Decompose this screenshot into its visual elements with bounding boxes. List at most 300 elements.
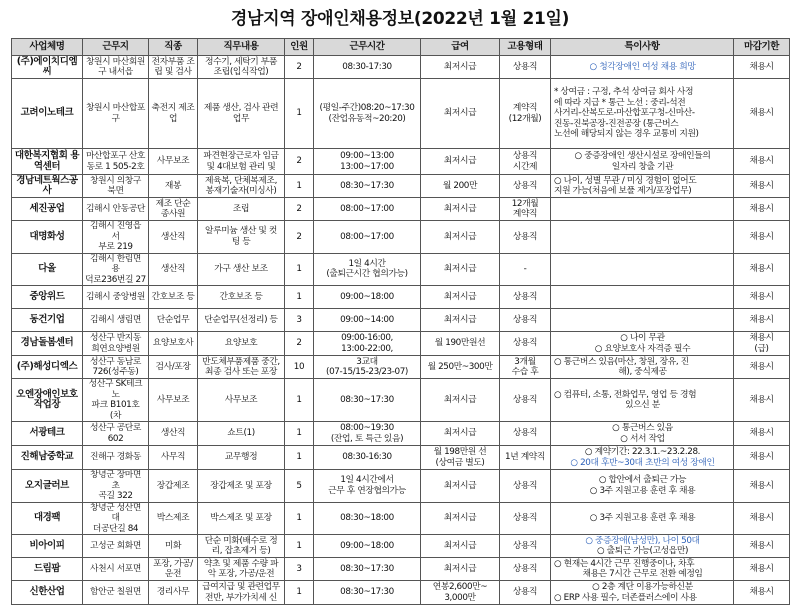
cell-job bbox=[149, 253, 198, 286]
job-table bbox=[11, 38, 790, 605]
place-line: 동로 1 505-2호 bbox=[86, 161, 145, 172]
cell-notes bbox=[551, 253, 734, 286]
cell-notes bbox=[551, 356, 734, 379]
pay-line: 최저시급 bbox=[443, 563, 477, 574]
duty-line: 제육복, 단체복제조, bbox=[205, 175, 277, 186]
cell-notes bbox=[551, 309, 734, 332]
cell-company-name: 경남네트웍스공사 bbox=[12, 175, 83, 198]
type-line: 1년 계약직 bbox=[505, 452, 545, 463]
duty-line: 팅 등 bbox=[231, 236, 251, 247]
duty-line: 파견현장근로자 임금 bbox=[203, 151, 279, 161]
job-line: 업 bbox=[168, 113, 178, 124]
duty-line: 가구 생산 보조 bbox=[214, 264, 268, 274]
place-line: 창원시 마산회원 bbox=[85, 56, 146, 67]
cell-place bbox=[83, 535, 149, 558]
cell-count: 2 bbox=[285, 198, 314, 221]
cell-hours bbox=[314, 175, 421, 198]
pay-line: 최저시급 bbox=[443, 540, 477, 551]
cell-type bbox=[500, 286, 551, 309]
cell-count: 1 bbox=[285, 175, 314, 198]
col-header: 마감기한 bbox=[734, 39, 790, 56]
place-line: 602 bbox=[107, 433, 124, 444]
cell-type bbox=[500, 221, 551, 254]
cell-place bbox=[83, 502, 149, 535]
note-line: 채용은 7시간 근무로 전환 예정임 bbox=[582, 569, 703, 579]
type-line: 상용직 bbox=[512, 513, 538, 523]
cell-hours bbox=[314, 446, 421, 470]
cell-deadline bbox=[734, 422, 790, 446]
place-line: 김해시 한림면 용 bbox=[90, 253, 141, 274]
cell-duty bbox=[198, 535, 285, 558]
duty-line: 요양보호 bbox=[224, 338, 258, 349]
deadline-line: 채용시 bbox=[749, 180, 774, 191]
job-line: 전자부품 조 bbox=[151, 56, 195, 67]
deadline-line: 채용시 bbox=[749, 480, 774, 491]
table-row bbox=[12, 221, 790, 254]
cell-job bbox=[149, 221, 198, 254]
cell-job bbox=[149, 535, 198, 558]
cell-type bbox=[500, 332, 551, 356]
place-line: 김해시 생림면 bbox=[90, 314, 141, 325]
duty-line: 단순업무(선정리) 등 bbox=[204, 314, 278, 325]
type-line: 계약직 bbox=[512, 103, 538, 113]
job-line: 제조 단순 bbox=[155, 198, 191, 209]
cell-job bbox=[149, 470, 198, 503]
cell-pay bbox=[421, 379, 500, 422]
hours-line: (잔업, 토 특근 있음) bbox=[330, 433, 404, 444]
cell-hours bbox=[314, 286, 421, 309]
hours-line: 1일 4시간에서 bbox=[340, 475, 394, 486]
cell-deadline bbox=[734, 175, 790, 198]
place-line: 성산구 공단로 bbox=[90, 423, 141, 433]
cell-deadline bbox=[734, 198, 790, 221]
deadline-line: 채용시 bbox=[749, 587, 774, 598]
duty-line: 간호보조 등 bbox=[219, 291, 263, 302]
pay-line: 월 250만~300만 bbox=[427, 361, 493, 372]
cell-notes bbox=[551, 79, 734, 149]
note-line: 사거리-산복도로-마산합포구청-신마산- bbox=[554, 108, 695, 119]
col-header: 특이사항 bbox=[551, 39, 734, 56]
pay-line: 최저시급 bbox=[443, 314, 477, 325]
cell-pay bbox=[421, 581, 500, 605]
cell-hours bbox=[314, 502, 421, 535]
cell-pay bbox=[421, 221, 500, 254]
cell-deadline bbox=[734, 253, 790, 286]
cell-job bbox=[149, 502, 198, 535]
cell-notes bbox=[551, 332, 734, 356]
cell-pay bbox=[421, 535, 500, 558]
col-header: 직종 bbox=[149, 39, 198, 56]
cell-company-name: 대명화성 bbox=[12, 221, 83, 254]
cell-count: 1 bbox=[285, 535, 314, 558]
pay-line: 3,000만 bbox=[444, 592, 476, 603]
note-line: * 상여금 : 구정, 추석 상여금 회사 사정 bbox=[554, 87, 694, 98]
job-line: 종사원 bbox=[160, 209, 186, 219]
hours-line: 08:30~17:30 bbox=[340, 180, 394, 191]
cell-count: 5 bbox=[285, 470, 314, 503]
table-row bbox=[12, 502, 790, 535]
cell-job bbox=[149, 286, 198, 309]
cell-place bbox=[83, 422, 149, 446]
cell-company-name: 진해남중학교 bbox=[12, 446, 83, 470]
cell-duty bbox=[198, 558, 285, 581]
table-row bbox=[12, 581, 790, 605]
job-line: 간호보조 등 bbox=[151, 291, 195, 302]
table-body bbox=[12, 56, 790, 605]
type-line: 상용직 bbox=[512, 540, 538, 551]
cell-duty bbox=[198, 56, 285, 79]
cell-hours bbox=[314, 149, 421, 175]
cell-company-name: 동건기업 bbox=[12, 309, 83, 332]
cell-place bbox=[83, 356, 149, 379]
pay-line: 최저시급 bbox=[443, 394, 477, 405]
note-line: 에 따라 지급 * 통근 노선 : 중리-석전 bbox=[554, 97, 686, 108]
cell-duty bbox=[198, 79, 285, 149]
pay-line: 최저시급 bbox=[443, 264, 477, 274]
job-line: 경리사무 bbox=[156, 587, 190, 598]
cell-company-name: 대한복지협회 용역센터 bbox=[12, 149, 83, 175]
note-line: ○ 계약기간: 22.3.1.~23.2.28. bbox=[584, 447, 701, 457]
cell-deadline bbox=[734, 221, 790, 254]
type-line: 상용직 bbox=[512, 291, 538, 302]
col-header: 근무지 bbox=[83, 39, 149, 56]
cell-notes bbox=[551, 535, 734, 558]
deadline-line: 채용시 bbox=[749, 61, 774, 72]
place-line: 김해시 진영읍 서 bbox=[90, 221, 141, 242]
place-line: 구 내서읍 bbox=[98, 67, 133, 77]
cell-pay bbox=[421, 470, 500, 503]
note-line: ○ 나이, 성별 무관 / 미싱 경험이 없어도 bbox=[554, 175, 697, 186]
cell-duty bbox=[198, 286, 285, 309]
cell-job bbox=[149, 175, 198, 198]
cell-company-name: 비아이피 bbox=[12, 535, 83, 558]
type-line: 수습 후 bbox=[511, 367, 539, 377]
cell-duty bbox=[198, 356, 285, 379]
cell-place bbox=[83, 379, 149, 422]
cell-count: 3 bbox=[285, 309, 314, 332]
note-line: ○ 요양보호사 자격증 필수 bbox=[594, 343, 691, 354]
table-row bbox=[12, 470, 790, 503]
note-line: ○ 3주 지원고용 훈련 후 채용 bbox=[589, 485, 696, 496]
cell-count: 1 bbox=[285, 446, 314, 470]
duty-line: 업무 bbox=[232, 113, 250, 124]
duty-line: 급여지급 및 관련업무 bbox=[202, 582, 280, 592]
cell-duty bbox=[198, 149, 285, 175]
hours-line: 08:00~17:00 bbox=[340, 231, 394, 242]
cell-company-name: 세진공업 bbox=[12, 198, 83, 221]
cell-count: 1 bbox=[285, 79, 314, 149]
job-line: 포장, 가공/ bbox=[153, 558, 193, 569]
hours-line: 09:00~18:00 bbox=[340, 540, 394, 551]
cell-type bbox=[500, 502, 551, 535]
hours-line: 13:00~17:00 bbox=[340, 161, 394, 172]
job-line: 재봉 bbox=[164, 180, 182, 191]
type-line: 시간제 bbox=[512, 161, 538, 172]
cell-type bbox=[500, 79, 551, 149]
cell-place bbox=[83, 149, 149, 175]
cell-notes bbox=[551, 149, 734, 175]
cell-place bbox=[83, 79, 149, 149]
note-line: 일자리 창출 기관 bbox=[611, 161, 674, 172]
cell-job bbox=[149, 79, 198, 149]
pay-line: 최저시급 bbox=[443, 480, 477, 491]
hours-line: 08:30~18:00 bbox=[340, 513, 394, 523]
cell-count: 1 bbox=[285, 379, 314, 422]
type-line: 상용직 bbox=[512, 563, 538, 574]
place-line: 구 bbox=[111, 113, 120, 124]
cell-count: 1 bbox=[285, 422, 314, 446]
note-line: ○ 현재는 4시간 근무 진행중이나, 차후 bbox=[554, 558, 695, 569]
pay-line: 월 200만 bbox=[442, 180, 478, 191]
cell-type bbox=[500, 581, 551, 605]
cell-deadline bbox=[734, 379, 790, 422]
duty-line: 교무행정 bbox=[224, 452, 258, 463]
note-line: ○ 20대 후반~30대 초반의 여성 장애인 bbox=[570, 457, 715, 468]
note-line: 지원 가능(처음에 보풀 제거/포장업무) bbox=[554, 186, 692, 196]
pay-line: 연봉2,600만~ bbox=[432, 582, 488, 592]
cell-company-name: 중앙위드 bbox=[12, 286, 83, 309]
deadline-line: 채용시 bbox=[749, 394, 774, 405]
cell-notes bbox=[551, 198, 734, 221]
place-line: 곡길 322 bbox=[98, 491, 133, 501]
cell-pay bbox=[421, 149, 500, 175]
duty-line: 약초 및 제품 수량 파 bbox=[203, 558, 279, 569]
hours-line: 09:00~13:00 bbox=[340, 151, 394, 161]
cell-job bbox=[149, 356, 198, 379]
place-line: 덕로236번길 27 bbox=[85, 274, 146, 285]
type-line: - bbox=[523, 264, 527, 274]
deadline-line: 채용시 bbox=[749, 428, 774, 439]
hours-line: 09:00-16:00, bbox=[341, 333, 393, 343]
place-line: 파크 B101호 (차 bbox=[91, 400, 140, 421]
cell-place bbox=[83, 470, 149, 503]
cell-place bbox=[83, 198, 149, 221]
cell-duty bbox=[198, 253, 285, 286]
note-line: 해), 중식제공 bbox=[618, 367, 667, 377]
cell-hours bbox=[314, 332, 421, 356]
job-line: 생산직 bbox=[160, 231, 186, 242]
cell-notes bbox=[551, 221, 734, 254]
col-header: 직무내용 bbox=[198, 39, 285, 56]
note-line: ○ ERP 사용 필수, 더존플러스에이 사용 bbox=[554, 592, 697, 603]
cell-place bbox=[83, 175, 149, 198]
hours-line: 1일 4시간 bbox=[348, 258, 386, 269]
hours-line: (07-15/15-23/23-07) bbox=[326, 367, 408, 377]
place-line: 희연요양병원 bbox=[91, 343, 140, 354]
pay-line: 월 190만원선 bbox=[434, 338, 486, 349]
note-line: ○ 서서 작업 bbox=[620, 433, 665, 444]
deadline-line: 채용시 bbox=[749, 231, 774, 242]
note-line: ○ 2층 계단 이용가능하신분 bbox=[592, 582, 693, 592]
cell-pay bbox=[421, 422, 500, 446]
place-line: 더공단길 84 bbox=[92, 523, 139, 534]
deadline-line: 채용시 bbox=[749, 203, 774, 214]
table-row bbox=[12, 332, 790, 356]
note-line: ○ 출퇴근 가능(고성읍만) bbox=[596, 546, 688, 556]
note-line: 노선에 해당되지 않는 경우 교통비 지원) bbox=[554, 129, 699, 140]
cell-count: 2 bbox=[285, 149, 314, 175]
deadline-line: 채용시 bbox=[749, 540, 774, 551]
place-line: 고성군 회화면 bbox=[90, 540, 141, 551]
place-line: 북면 bbox=[107, 186, 124, 196]
cell-hours bbox=[314, 535, 421, 558]
table-row bbox=[12, 198, 790, 221]
duty-line: 사무보조 bbox=[224, 394, 258, 405]
cell-job bbox=[149, 56, 198, 79]
pay-line: 최저시급 bbox=[443, 291, 477, 302]
place-line: 사천시 서포면 bbox=[90, 563, 141, 574]
place-line: 진해구 경화동 bbox=[90, 452, 141, 463]
duty-line: 전반, 부가가치세 신 bbox=[205, 592, 277, 603]
deadline-line: 채용시 bbox=[749, 563, 774, 574]
job-line: 생산직 bbox=[160, 264, 186, 274]
hours-line: 09:00~18:00 bbox=[340, 291, 394, 302]
cell-notes bbox=[551, 502, 734, 535]
cell-company-name: (주)해성디엑스 bbox=[12, 356, 83, 379]
cell-count: 3 bbox=[285, 558, 314, 581]
pay-line: 최저시급 bbox=[443, 428, 477, 439]
header-row bbox=[12, 39, 790, 56]
cell-pay bbox=[421, 446, 500, 470]
cell-duty bbox=[198, 502, 285, 535]
cell-place bbox=[83, 309, 149, 332]
place-line: 창원시 마산합포 bbox=[85, 103, 146, 113]
cell-deadline bbox=[734, 558, 790, 581]
type-line: 상용직 bbox=[512, 428, 538, 439]
place-line: 성산구 SK테크노 bbox=[88, 379, 143, 400]
hours-line: 08:30-17:30 bbox=[342, 61, 392, 72]
cell-notes bbox=[551, 558, 734, 581]
place-line: 726(성주동) bbox=[92, 367, 139, 377]
cell-duty bbox=[198, 332, 285, 356]
cell-job bbox=[149, 558, 198, 581]
hours-line: 08:30~17:30 bbox=[340, 563, 394, 574]
job-line: 생산직 bbox=[160, 428, 186, 439]
deadline-line: 채용시 bbox=[749, 452, 774, 463]
cell-deadline bbox=[734, 535, 790, 558]
hours-line: 08:00~17:00 bbox=[340, 203, 394, 214]
duty-line: 리, 잡초제거 등) bbox=[211, 546, 271, 556]
job-line: 운전 bbox=[164, 569, 182, 579]
type-line: 12개월 bbox=[511, 198, 539, 209]
cell-duty bbox=[198, 221, 285, 254]
duty-line: 악 포장, 가공/운전 bbox=[207, 569, 275, 579]
table-row bbox=[12, 379, 790, 422]
cell-type bbox=[500, 356, 551, 379]
note-line: ○ 컴퓨터, 소통, 전화업무, 영업 등 경험 bbox=[554, 389, 697, 400]
type-line: 상용직 bbox=[512, 394, 538, 405]
type-line: 계약직 bbox=[512, 209, 538, 219]
cell-notes bbox=[551, 422, 734, 446]
note-line: 있으신 분 bbox=[625, 400, 660, 410]
job-line: 요양보호사 bbox=[152, 338, 194, 349]
cell-notes bbox=[551, 175, 734, 198]
cell-pay bbox=[421, 558, 500, 581]
duty-line: 최종 검사 또는 포장 bbox=[205, 367, 277, 377]
pay-line: 최저시급 bbox=[443, 61, 477, 72]
cell-hours bbox=[314, 379, 421, 422]
cell-deadline bbox=[734, 286, 790, 309]
job-line: 검사/포장 bbox=[155, 361, 191, 372]
note-line: 진동-진북공장-진전공장 (통근버스 bbox=[554, 118, 679, 129]
cell-type bbox=[500, 379, 551, 422]
cell-type bbox=[500, 535, 551, 558]
cell-count: 1 bbox=[285, 502, 314, 535]
type-line: 상용직 bbox=[512, 480, 538, 491]
cell-deadline bbox=[734, 446, 790, 470]
table-row bbox=[12, 356, 790, 379]
job-line: 사무보조 bbox=[156, 156, 190, 167]
hours-line: 08:30~17:30 bbox=[340, 394, 394, 405]
col-header: 고용형태 bbox=[500, 39, 551, 56]
cell-pay bbox=[421, 198, 500, 221]
table-row bbox=[12, 56, 790, 79]
cell-hours bbox=[314, 581, 421, 605]
place-line: 부로 219 bbox=[98, 242, 133, 252]
cell-pay bbox=[421, 286, 500, 309]
cell-hours bbox=[314, 470, 421, 503]
cell-type bbox=[500, 149, 551, 175]
note-line: ○ 중증장애(남성만), 나이 50대 bbox=[585, 535, 700, 546]
cell-notes bbox=[551, 286, 734, 309]
cell-company-name: 오지글러브 bbox=[12, 470, 83, 503]
cell-duty bbox=[198, 309, 285, 332]
place-line: 김해시 중앙병원 bbox=[85, 291, 146, 302]
duty-line: 봉재기술자(미싱사) bbox=[205, 186, 277, 196]
cell-place bbox=[83, 221, 149, 254]
table-row bbox=[12, 79, 790, 149]
cell-pay bbox=[421, 175, 500, 198]
deadline-line: 채용시 bbox=[749, 108, 774, 119]
col-header: 인원 bbox=[285, 39, 314, 56]
pay-line: 최저시급 bbox=[443, 231, 477, 242]
cell-deadline bbox=[734, 581, 790, 605]
cell-type bbox=[500, 56, 551, 79]
cell-place bbox=[83, 558, 149, 581]
note-line: ○ 합안에서 출퇴근 가능 bbox=[598, 475, 687, 486]
hours-line: (잔업유동적~20:20) bbox=[328, 113, 406, 124]
table-row bbox=[12, 175, 790, 198]
cell-type bbox=[500, 253, 551, 286]
cell-deadline bbox=[734, 56, 790, 79]
cell-job bbox=[149, 198, 198, 221]
cell-deadline bbox=[734, 309, 790, 332]
deadline-line: 채용시 bbox=[749, 513, 774, 523]
cell-notes bbox=[551, 470, 734, 503]
hours-line: (평일-주간)08:20~17:30 bbox=[319, 103, 415, 113]
deadline-line: 채용시 bbox=[749, 156, 774, 167]
hours-line: (출퇴근시간 협의가능) bbox=[326, 269, 408, 280]
type-line: 상용직 bbox=[512, 61, 538, 72]
note-line: ○ 통근버스 있음 bbox=[612, 423, 673, 433]
pay-line: 최저시급 bbox=[443, 156, 477, 167]
cell-deadline bbox=[734, 470, 790, 503]
pay-line: (상여금 별도) bbox=[435, 457, 485, 468]
cell-duty bbox=[198, 198, 285, 221]
duty-line: 및 4대보험 관리 및 bbox=[206, 161, 276, 172]
table-row bbox=[12, 286, 790, 309]
duty-line: 알루미늄 생산 및 컷 bbox=[205, 226, 277, 237]
type-line: 상용직 bbox=[512, 338, 538, 349]
cell-company-name: 고려이노테크 bbox=[12, 79, 83, 149]
cell-deadline bbox=[734, 356, 790, 379]
cell-hours bbox=[314, 356, 421, 379]
hours-line: 09:00~14:00 bbox=[340, 314, 394, 325]
cell-hours bbox=[314, 309, 421, 332]
cell-duty bbox=[198, 175, 285, 198]
duty-line: 박스제조 및 포장 bbox=[210, 513, 272, 523]
type-line: (12개월) bbox=[508, 113, 542, 124]
